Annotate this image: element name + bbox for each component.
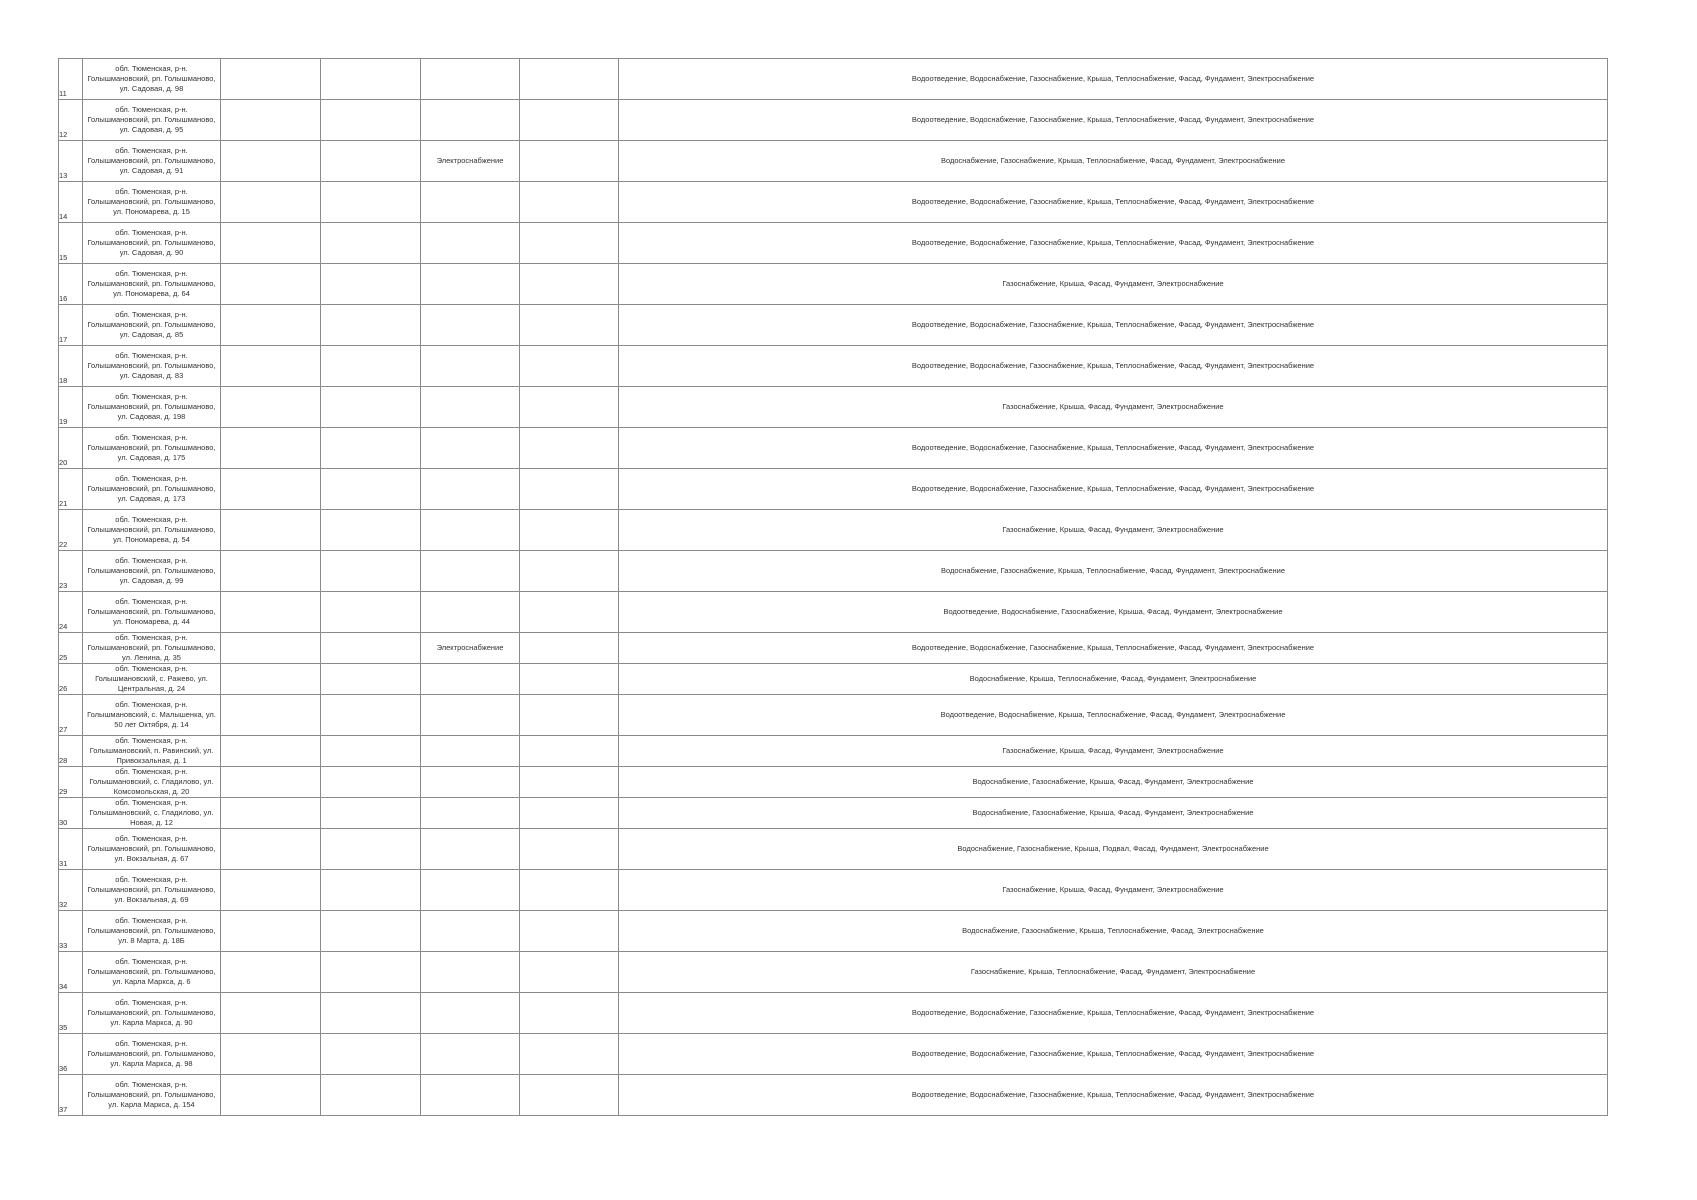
row-number: 11 bbox=[59, 59, 83, 100]
empty-cell bbox=[221, 182, 321, 223]
table-row bbox=[59, 633, 1608, 664]
address-cell bbox=[83, 346, 221, 387]
address-cell bbox=[83, 551, 221, 592]
row-number: 28 bbox=[59, 736, 83, 767]
service-cell: Электроснабжение bbox=[421, 141, 520, 182]
empty-cell bbox=[221, 141, 321, 182]
table-row bbox=[59, 387, 1608, 428]
works-table bbox=[58, 58, 1608, 1116]
empty-cell bbox=[221, 664, 321, 695]
empty-cell bbox=[520, 264, 619, 305]
row-number: 25 bbox=[59, 633, 83, 664]
address-text: обл. Тюменская, р-н. Голышмановский, с. Гладилово, ул. Новая, д. 12 bbox=[89, 798, 214, 827]
empty-cell bbox=[221, 911, 321, 952]
table-row bbox=[59, 59, 1608, 100]
empty-cell bbox=[520, 993, 619, 1034]
empty-cell bbox=[520, 829, 619, 870]
empty-cell bbox=[221, 551, 321, 592]
table-row bbox=[59, 346, 1608, 387]
address-cell bbox=[83, 911, 221, 952]
table-row bbox=[59, 829, 1608, 870]
address-text: обл. Тюменская, р-н. Голышмановский, рп. Голышманово, ул. Садовая, д. 85 bbox=[87, 310, 216, 339]
works-cell: Водоснабжение, Газоснабжение, Крыша, Фасад, Фундамент, Электроснабжение bbox=[619, 798, 1608, 829]
empty-cell bbox=[321, 993, 421, 1034]
address-text: обл. Тюменская, р-н. Голышмановский, рп. Голышманово, ул. Садовая, д. 83 bbox=[87, 351, 216, 380]
address-cell bbox=[83, 387, 221, 428]
works-cell: Водоотведение, Водоснабжение, Газоснабжение, Крыша, Теплоснабжение, Фасад, Фундамент, Электроснабжение bbox=[619, 100, 1608, 141]
empty-cell bbox=[520, 1034, 619, 1075]
empty-cell bbox=[221, 387, 321, 428]
address-cell bbox=[83, 767, 221, 798]
empty-cell bbox=[520, 469, 619, 510]
empty-cell bbox=[221, 695, 321, 736]
empty-cell bbox=[221, 1075, 321, 1116]
empty-cell bbox=[520, 551, 619, 592]
address-text: обл. Тюменская, р-н. Голышмановский, рп. Голышманово, ул. Садовая, д. 90 bbox=[87, 228, 216, 257]
empty-cell bbox=[520, 305, 619, 346]
row-number: 37 bbox=[59, 1075, 83, 1116]
table-row bbox=[59, 223, 1608, 264]
service-cell bbox=[421, 911, 520, 952]
address-text: обл. Тюменская, р-н. Голышмановский, рп. Голышманово, ул. Пономарева, д. 15 bbox=[87, 187, 216, 216]
row-number: 35 bbox=[59, 993, 83, 1034]
row-number: 14 bbox=[59, 182, 83, 223]
empty-cell bbox=[321, 551, 421, 592]
empty-cell bbox=[520, 695, 619, 736]
table-row bbox=[59, 798, 1608, 829]
empty-cell bbox=[221, 305, 321, 346]
empty-cell bbox=[321, 664, 421, 695]
row-number: 19 bbox=[59, 387, 83, 428]
table-row bbox=[59, 911, 1608, 952]
address-text: обл. Тюменская, р-н. Голышмановский, с. Ражево, ул. Центральная, д. 24 bbox=[95, 664, 208, 693]
works-cell: Водоснабжение, Крыша, Теплоснабжение, Фасад, Фундамент, Электроснабжение bbox=[619, 664, 1608, 695]
address-text: обл. Тюменская, р-н. Голышмановский, рп. Голышманово, ул. Карла Маркса, д. 90 bbox=[87, 998, 216, 1027]
row-number: 26 bbox=[59, 664, 83, 695]
empty-cell bbox=[221, 223, 321, 264]
works-cell: Водоотведение, Водоснабжение, Газоснабжение, Крыша, Теплоснабжение, Фасад, Фундамент, Электроснабжение bbox=[619, 1075, 1608, 1116]
works-cell: Водоотведение, Водоснабжение, Газоснабжение, Крыша, Теплоснабжение, Фасад, Фундамент, Электроснабжение bbox=[619, 633, 1608, 664]
empty-cell bbox=[221, 993, 321, 1034]
address-text: обл. Тюменская, р-н. Голышмановский, рп. Голышманово, ул. Карла Маркса, д. 6 bbox=[87, 957, 216, 986]
empty-cell bbox=[221, 767, 321, 798]
works-cell: Водоотведение, Водоснабжение, Газоснабжение, Крыша, Теплоснабжение, Фасад, Фундамент, Электроснабжение bbox=[619, 1034, 1608, 1075]
empty-cell bbox=[321, 592, 421, 633]
empty-cell bbox=[221, 428, 321, 469]
empty-cell bbox=[321, 100, 421, 141]
service-cell bbox=[421, 100, 520, 141]
service-cell bbox=[421, 387, 520, 428]
row-number: 36 bbox=[59, 1034, 83, 1075]
address-cell bbox=[83, 305, 221, 346]
empty-cell bbox=[221, 592, 321, 633]
address-cell bbox=[83, 100, 221, 141]
address-cell bbox=[83, 592, 221, 633]
empty-cell bbox=[520, 952, 619, 993]
service-cell bbox=[421, 993, 520, 1034]
empty-cell bbox=[321, 469, 421, 510]
empty-cell bbox=[321, 767, 421, 798]
works-cell: Газоснабжение, Крыша, Фасад, Фундамент, Электроснабжение bbox=[619, 387, 1608, 428]
table-row bbox=[59, 141, 1608, 182]
empty-cell bbox=[221, 100, 321, 141]
empty-cell bbox=[520, 664, 619, 695]
address-text: обл. Тюменская, р-н. Голышмановский, рп. Голышманово, ул. Садовая, д. 99 bbox=[87, 556, 216, 585]
address-text: обл. Тюменская, р-н. Голышмановский, рп. Голышманово, ул. Карла Маркса, д. 98 bbox=[87, 1039, 216, 1068]
works-cell: Газоснабжение, Крыша, Фасад, Фундамент, Электроснабжение bbox=[619, 870, 1608, 911]
empty-cell bbox=[520, 182, 619, 223]
address-cell bbox=[83, 510, 221, 551]
empty-cell bbox=[321, 870, 421, 911]
empty-cell bbox=[520, 767, 619, 798]
works-cell: Водоснабжение, Газоснабжение, Крыша, Теплоснабжение, Фасад, Фундамент, Электроснабжение bbox=[619, 141, 1608, 182]
table-row bbox=[59, 695, 1608, 736]
service-cell bbox=[421, 1034, 520, 1075]
works-cell: Водоотведение, Водоснабжение, Газоснабжение, Крыша, Теплоснабжение, Фасад, Фундамент, Электроснабжение bbox=[619, 428, 1608, 469]
address-cell bbox=[83, 141, 221, 182]
table-body bbox=[59, 59, 1608, 1116]
works-cell: Водоснабжение, Газоснабжение, Крыша, Теплоснабжение, Фасад, Фундамент, Электроснабжение bbox=[619, 551, 1608, 592]
table-row bbox=[59, 767, 1608, 798]
row-number: 34 bbox=[59, 952, 83, 993]
address-cell bbox=[83, 182, 221, 223]
empty-cell bbox=[321, 1075, 421, 1116]
empty-cell bbox=[321, 387, 421, 428]
empty-cell bbox=[520, 798, 619, 829]
row-number: 17 bbox=[59, 305, 83, 346]
table-row bbox=[59, 100, 1608, 141]
empty-cell bbox=[520, 736, 619, 767]
works-cell: Водоотведение, Водоснабжение, Газоснабжение, Крыша, Теплоснабжение, Фасад, Фундамент, Электроснабжение bbox=[619, 469, 1608, 510]
empty-cell bbox=[221, 264, 321, 305]
address-cell bbox=[83, 736, 221, 767]
works-cell: Водоснабжение, Газоснабжение, Крыша, Подвал, Фасад, Фундамент, Электроснабжение bbox=[619, 829, 1608, 870]
empty-cell bbox=[321, 59, 421, 100]
empty-cell bbox=[321, 264, 421, 305]
table-row bbox=[59, 592, 1608, 633]
table-row bbox=[59, 664, 1608, 695]
empty-cell bbox=[520, 1075, 619, 1116]
table-row bbox=[59, 736, 1608, 767]
service-cell: Электроснабжение bbox=[421, 633, 520, 664]
row-number: 32 bbox=[59, 870, 83, 911]
works-cell: Водоотведение, Водоснабжение, Газоснабжение, Крыша, Фасад, Фундамент, Электроснабжение bbox=[619, 592, 1608, 633]
works-cell: Водоотведение, Водоснабжение, Газоснабжение, Крыша, Теплоснабжение, Фасад, Фундамент, Электроснабжение bbox=[619, 223, 1608, 264]
empty-cell bbox=[321, 911, 421, 952]
table-row bbox=[59, 993, 1608, 1034]
empty-cell bbox=[520, 510, 619, 551]
table-row bbox=[59, 264, 1608, 305]
works-cell: Водоотведение, Водоснабжение, Газоснабжение, Крыша, Теплоснабжение, Фасад, Фундамент, Электроснабжение bbox=[619, 346, 1608, 387]
table-row bbox=[59, 1075, 1608, 1116]
service-cell bbox=[421, 305, 520, 346]
service-cell bbox=[421, 182, 520, 223]
empty-cell bbox=[321, 428, 421, 469]
address-cell bbox=[83, 223, 221, 264]
table-row bbox=[59, 510, 1608, 551]
empty-cell bbox=[520, 592, 619, 633]
address-cell bbox=[83, 664, 221, 695]
service-cell bbox=[421, 59, 520, 100]
address-text: обл. Тюменская, р-н. Голышмановский, рп. Голышманово, ул. Ленина, д. 35 bbox=[87, 633, 216, 662]
empty-cell bbox=[321, 695, 421, 736]
empty-cell bbox=[321, 798, 421, 829]
service-cell bbox=[421, 767, 520, 798]
row-number: 29 bbox=[59, 767, 83, 798]
row-number: 15 bbox=[59, 223, 83, 264]
table-row bbox=[59, 305, 1608, 346]
table-row bbox=[59, 182, 1608, 223]
empty-cell bbox=[321, 223, 421, 264]
empty-cell bbox=[520, 100, 619, 141]
address-text: обл. Тюменская, р-н. Голышмановский, рп. Голышманово, ул. Садовая, д. 175 bbox=[87, 433, 216, 462]
row-number: 16 bbox=[59, 264, 83, 305]
address-text: обл. Тюменская, р-н. Голышмановский, рп. Голышманово, ул. Садовая, д. 91 bbox=[87, 146, 216, 175]
table-row bbox=[59, 870, 1608, 911]
empty-cell bbox=[321, 141, 421, 182]
service-cell bbox=[421, 223, 520, 264]
address-cell bbox=[83, 264, 221, 305]
address-cell bbox=[83, 633, 221, 664]
works-cell: Водоотведение, Водоснабжение, Газоснабжение, Крыша, Теплоснабжение, Фасад, Фундамент, Электроснабжение bbox=[619, 305, 1608, 346]
address-cell bbox=[83, 870, 221, 911]
empty-cell bbox=[221, 510, 321, 551]
empty-cell bbox=[221, 1034, 321, 1075]
works-cell: Водоотведение, Водоснабжение, Газоснабжение, Крыша, Теплоснабжение, Фасад, Фундамент, Электроснабжение bbox=[619, 59, 1608, 100]
empty-cell bbox=[321, 510, 421, 551]
address-text: обл. Тюменская, р-н. Голышмановский, рп. Голышманово, ул. Пономарева, д. 54 bbox=[87, 515, 216, 544]
address-cell bbox=[83, 469, 221, 510]
service-cell bbox=[421, 798, 520, 829]
address-cell bbox=[83, 59, 221, 100]
empty-cell bbox=[321, 182, 421, 223]
empty-cell bbox=[520, 59, 619, 100]
service-cell bbox=[421, 428, 520, 469]
service-cell bbox=[421, 469, 520, 510]
service-cell bbox=[421, 346, 520, 387]
table-row bbox=[59, 551, 1608, 592]
address-cell bbox=[83, 695, 221, 736]
empty-cell bbox=[520, 141, 619, 182]
service-cell bbox=[421, 592, 520, 633]
row-number: 20 bbox=[59, 428, 83, 469]
address-text: обл. Тюменская, р-н. Голышмановский, рп. Голышманово, ул. Садовая, д. 98 bbox=[87, 64, 216, 93]
address-text: обл. Тюменская, р-н. Голышмановский, рп. Голышманово, ул. 8 Марта, д. 18Б bbox=[87, 916, 216, 945]
empty-cell bbox=[221, 346, 321, 387]
works-cell: Газоснабжение, Крыша, Фасад, Фундамент, Электроснабжение bbox=[619, 510, 1608, 551]
address-text: обл. Тюменская, р-н. Голышмановский, рп. Голышманово, ул. Вокзальная, д. 67 bbox=[87, 834, 216, 863]
empty-cell bbox=[221, 633, 321, 664]
empty-cell bbox=[321, 1034, 421, 1075]
row-number: 21 bbox=[59, 469, 83, 510]
empty-cell bbox=[221, 870, 321, 911]
service-cell bbox=[421, 551, 520, 592]
empty-cell bbox=[221, 59, 321, 100]
address-text: обл. Тюменская, р-н. Голышмановский, рп. Голышманово, ул. Пономарева, д. 44 bbox=[87, 597, 216, 626]
address-cell bbox=[83, 952, 221, 993]
row-number: 22 bbox=[59, 510, 83, 551]
service-cell bbox=[421, 695, 520, 736]
row-number: 30 bbox=[59, 798, 83, 829]
address-text: обл. Тюменская, р-н. Голышмановский, с. Гладилово, ул. Комсомольская, д. 20 bbox=[89, 767, 214, 796]
empty-cell bbox=[321, 633, 421, 664]
row-number: 12 bbox=[59, 100, 83, 141]
empty-cell bbox=[321, 305, 421, 346]
service-cell bbox=[421, 664, 520, 695]
empty-cell bbox=[321, 736, 421, 767]
table-row bbox=[59, 1034, 1608, 1075]
empty-cell bbox=[221, 798, 321, 829]
address-cell bbox=[83, 829, 221, 870]
address-text: обл. Тюменская, р-н. Голышмановский, рп. Голышманово, ул. Садовая, д. 95 bbox=[87, 105, 216, 134]
empty-cell bbox=[221, 829, 321, 870]
empty-cell bbox=[520, 346, 619, 387]
address-text: обл. Тюменская, р-н. Голышмановский, рп. Голышманово, ул. Садовая, д. 173 bbox=[87, 474, 216, 503]
address-cell bbox=[83, 1075, 221, 1116]
service-cell bbox=[421, 736, 520, 767]
address-text: обл. Тюменская, р-н. Голышмановский, п. Равинский, ул. Привокзальная, д. 1 bbox=[89, 736, 214, 765]
works-cell: Газоснабжение, Крыша, Фасад, Фундамент, Электроснабжение bbox=[619, 736, 1608, 767]
empty-cell bbox=[321, 952, 421, 993]
works-cell: Водоснабжение, Газоснабжение, Крыша, Фасад, Фундамент, Электроснабжение bbox=[619, 767, 1608, 798]
row-number: 24 bbox=[59, 592, 83, 633]
empty-cell bbox=[221, 736, 321, 767]
service-cell bbox=[421, 1075, 520, 1116]
row-number: 33 bbox=[59, 911, 83, 952]
works-cell: Газоснабжение, Крыша, Фасад, Фундамент, Электроснабжение bbox=[619, 264, 1608, 305]
empty-cell bbox=[221, 469, 321, 510]
service-cell bbox=[421, 264, 520, 305]
empty-cell bbox=[520, 387, 619, 428]
service-cell bbox=[421, 510, 520, 551]
service-cell bbox=[421, 829, 520, 870]
empty-cell bbox=[520, 870, 619, 911]
address-text: обл. Тюменская, р-н. Голышмановский, рп. Голышманово, ул. Вокзальная, д. 69 bbox=[87, 875, 216, 904]
row-number: 31 bbox=[59, 829, 83, 870]
row-number: 27 bbox=[59, 695, 83, 736]
works-cell: Водоотведение, Водоснабжение, Крыша, Теплоснабжение, Фасад, Фундамент, Электроснабжение bbox=[619, 695, 1608, 736]
table-row bbox=[59, 469, 1608, 510]
works-cell: Водоснабжение, Газоснабжение, Крыша, Теплоснабжение, Фасад, Электроснабжение bbox=[619, 911, 1608, 952]
table-row bbox=[59, 428, 1608, 469]
empty-cell bbox=[520, 911, 619, 952]
service-cell bbox=[421, 952, 520, 993]
row-number: 23 bbox=[59, 551, 83, 592]
address-text: обл. Тюменская, р-н. Голышмановский, с. Малышенка, ул. 50 лет Октября, д. 14 bbox=[87, 700, 216, 729]
address-cell bbox=[83, 798, 221, 829]
row-number: 13 bbox=[59, 141, 83, 182]
address-cell bbox=[83, 428, 221, 469]
table-row bbox=[59, 952, 1608, 993]
empty-cell bbox=[520, 633, 619, 664]
address-text: обл. Тюменская, р-н. Голышмановский, рп. Голышманово, ул. Пономарева, д. 64 bbox=[87, 269, 216, 298]
empty-cell bbox=[321, 829, 421, 870]
empty-cell bbox=[520, 428, 619, 469]
works-cell: Газоснабжение, Крыша, Теплоснабжение, Фасад, Фундамент, Электроснабжение bbox=[619, 952, 1608, 993]
empty-cell bbox=[520, 223, 619, 264]
works-cell: Водоотведение, Водоснабжение, Газоснабжение, Крыша, Теплоснабжение, Фасад, Фундамент, Электроснабжение bbox=[619, 993, 1608, 1034]
address-text: обл. Тюменская, р-н. Голышмановский, рп. Голышманово, ул. Садовая, д. 198 bbox=[87, 392, 216, 421]
address-cell bbox=[83, 1034, 221, 1075]
row-number: 18 bbox=[59, 346, 83, 387]
empty-cell bbox=[221, 952, 321, 993]
address-cell bbox=[83, 993, 221, 1034]
works-cell: Водоотведение, Водоснабжение, Газоснабжение, Крыша, Теплоснабжение, Фасад, Фундамент, Электроснабжение bbox=[619, 182, 1608, 223]
empty-cell bbox=[321, 346, 421, 387]
service-cell bbox=[421, 870, 520, 911]
address-text: обл. Тюменская, р-н. Голышмановский, рп. Голышманово, ул. Карла Маркса, д. 154 bbox=[87, 1080, 216, 1109]
